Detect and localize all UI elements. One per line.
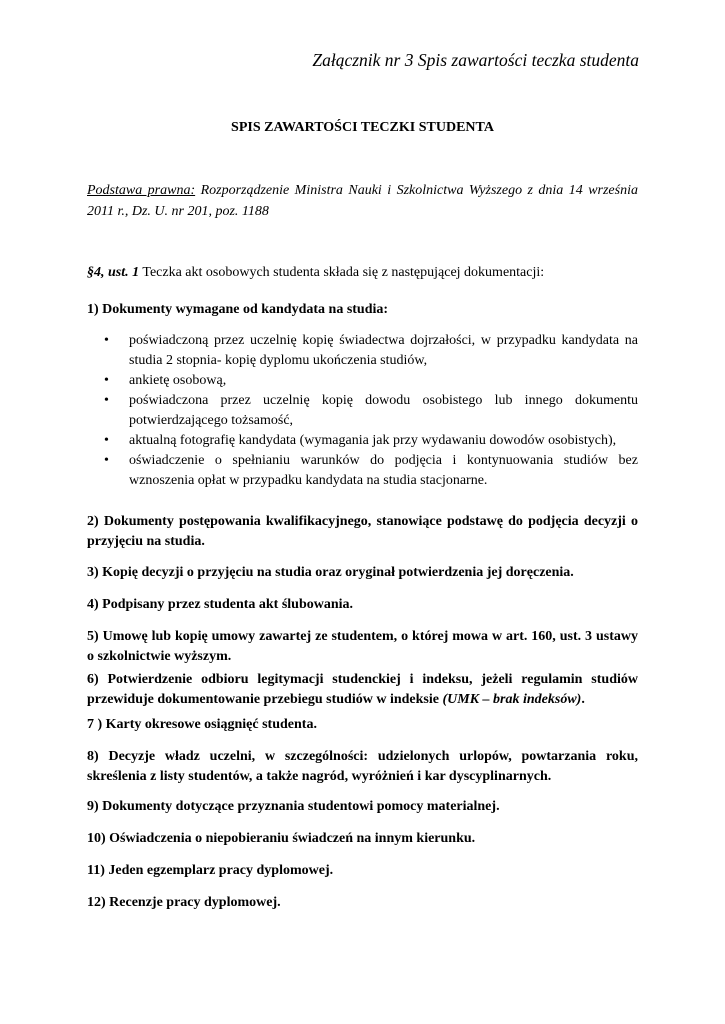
section-3: 3) Kopię decyzji o przyjęciu na studia oraz oryginał potwierdzenia jej doręczenia. [87,565,574,580]
list-item: • oświadczenie o spełnianiu warunków do podjęcia i kontynuowania studiów bez wznoszenia opłat w przypadku kandydata na studia stacjonarne. [104,453,638,488]
bullet-icon: • [104,453,109,468]
bullet-icon: • [104,393,109,408]
section-4: 4) Podpisany przez studenta akt ślubowania. [87,597,354,612]
section-12: 12) Recenzje pracy dyplomowej. [87,895,281,910]
document-title: SPIS ZAWARTOŚCI TECZKI STUDENTA [231,120,494,135]
paragraph-ref: §4, ust. 1 [87,265,140,280]
section-6-note: (UMK – brak indeksów) [442,692,582,707]
paragraph-text: Teczka akt osobowych studenta składa się z następującej dokumentacji: [139,265,545,280]
section-1-list [87,331,638,491]
section-1-heading: 1) Dokumenty wymagane od kandydata na studia: [87,302,389,317]
section-8: 8) Decyzje władz uczelni, w szczególności: udzielonych urlopów, powtarzania roku, skreślenia z listy studentów, a także nagród, wyróżnień i kar dyscyplinarnych. [87,749,638,784]
legal-basis [87,180,638,222]
bullet-icon: • [104,433,109,448]
section-11: 11) Jeden egzemplarz pracy dyplomowej. [87,863,334,878]
legal-basis-label: Podstawa prawna: [87,183,196,198]
section-7: 7 ) Karty okresowe osiągnięć studenta. [87,717,317,732]
list-item: • ankietę osobową, [87,371,638,391]
section-2: 2) Dokumenty postępowania kwalifikacyjnego, stanowiące podstawę do podjęcia decyzji o przyjęciu na studia. [87,514,638,549]
section-9: 9) Dokumenty dotyczące przyznania studentowi pomocy materialnej. [87,799,500,814]
list-item: • aktualną fotografię kandydata (wymagania jak przy wydawaniu dowodów osobistych), [87,431,638,451]
legal-basis-text: Rozporządzenie Ministra Nauki i Szkolnictwa Wyższego z dnia 14 września 2011 r., Dz. U. nr 201, poz. 1188 [87,183,638,219]
paragraph-4-intro [87,262,638,283]
section-10: 10) Oświadczenia o niepobieraniu świadczeń na innym kierunku. [87,831,476,846]
bullet-icon: • [104,333,109,348]
section-6: 6) Potwierdzenie odbioru legitymacji studenckiej i indeksu, jeżeli regulamin studiów przewiduje dokumentowanie przebiegu studiów w indeksie (UMK – brak indeksów). [87,672,638,707]
section-5: 5) Umowę lub kopię umowy zawartej ze studentem, o której mowa w art. 160, ust. 3 ustawy o szkolnictwie wyższym. [87,629,638,664]
list-item: • poświadczona przez uczelnię kopię dowodu osobistego lub innego dokumentu potwierdzającego tożsamość, [104,393,638,428]
list-item: • poświadczoną przez uczelnię kopię świadectwa dojrzałości, w przypadku kandydata na studia 2 stopnia- kopię dyplomu ukończenia studiów, [104,333,638,368]
header-title: Załącznik nr 3 Spis zawartości teczka studenta [312,50,639,70]
bullet-icon: • [104,373,109,388]
